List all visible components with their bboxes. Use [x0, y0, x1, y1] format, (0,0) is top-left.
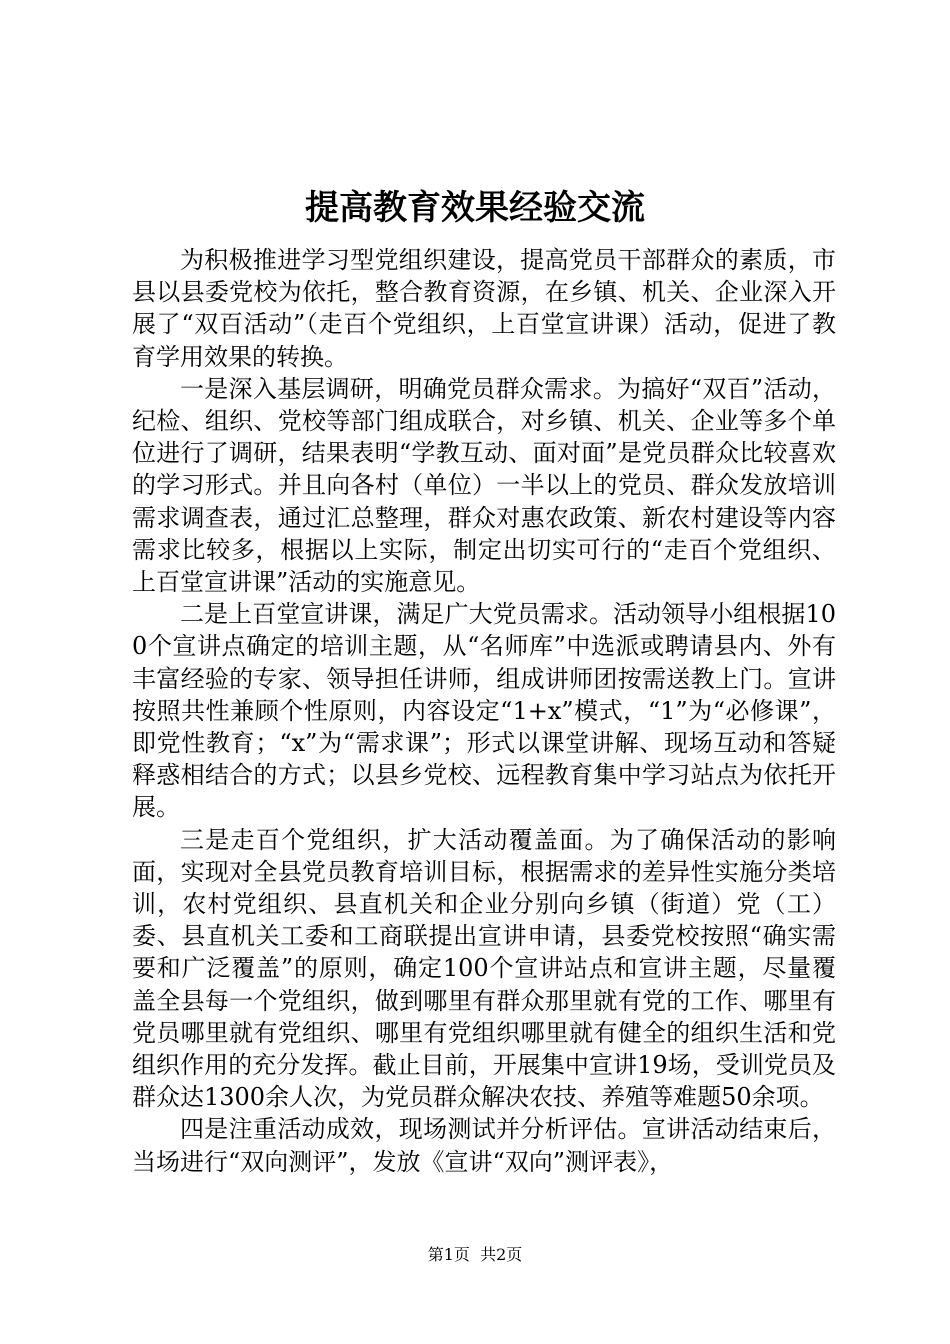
document-title: 提高教育效果经验交流	[305, 188, 645, 228]
paragraph-point-one: 一是深入基层调研，明确党员群众需求。为搞好“双百”活动，纪检、组织、党校等部门组成联合，对乡镇、机关、企业等多个单位进行了调研，结果表明“学教互动、面对面”是党员群众比较喜欢的学习形式。并且向各村（单位）一半以上的党员、群众发放培训需求调查表，通过汇总整理，群众对惠农政策、新农村建设等内容需求比较多，根据以上实际，制定出切实可行的“走百个党组织、上百堂宣讲课”活动的实施意见。	[132, 374, 836, 597]
page-footer	[0, 1244, 950, 1266]
document-body	[132, 244, 836, 1178]
paragraph-point-four: 四是注重活动成效，现场测试并分析评估。宣讲活动结束后，当场进行“双向测评”，发放《宣讲“双向”测评表》，	[132, 1115, 836, 1176]
footer-spacer	[470, 1245, 480, 1264]
paragraph-point-two: 二是上百堂宣讲课，满足广大党员需求。活动领导小组根据100个宣讲点确定的培训主题，从“名师库”中选派或聘请县内、外有丰富经验的专家、领导担任讲师，组成讲师团按需送教上门。宣讲按照共性兼顾个性原则，内容设定“1+x”模式，“1”为“必修课”，即党性教育；“x”为“需求课”；形式以课堂讲解、现场互动和答疑释惑相结合的方式；以县乡党校、远程教育集中学习站点为依托开展。	[132, 600, 836, 822]
paragraph-point-three: 三是走百个党组织，扩大活动覆盖面。为了确保活动的影响面，实现对全县党员教育培训目标，根据需求的差异性实施分类培训，农村党组织、县直机关和企业分别向乡镇（街道）党（工）委、县直机关工委和工商联提出宣讲申请，县委党校按照“确实需要和广泛覆盖”的原则，确定100个宣讲站点和宣讲主题，尽量覆盖全县每一个党组织，做到哪里有群众那里就有党的工作、哪里有党员哪里就有党组织、哪里有党组织哪里就有健全的组织生活和党组织作用的充分发挥。截止目前，开展集中宣讲19场，受训党员及群众达1300余人次，为党员群众解决农技、养殖等难题50余项。	[132, 825, 836, 1112]
page-number: 第1页	[427, 1245, 470, 1264]
page-total: 共2页	[480, 1245, 523, 1264]
paragraph-intro: 为积极推进学习型党组织建设，提高党员干部群众的素质，市县以县委党校为依托，整合教育资源，在乡镇、机关、企业深入开展了“双百活动”（走百个党组织，上百堂宣讲课）活动，促进了教育学用效果的转换。	[132, 246, 836, 371]
